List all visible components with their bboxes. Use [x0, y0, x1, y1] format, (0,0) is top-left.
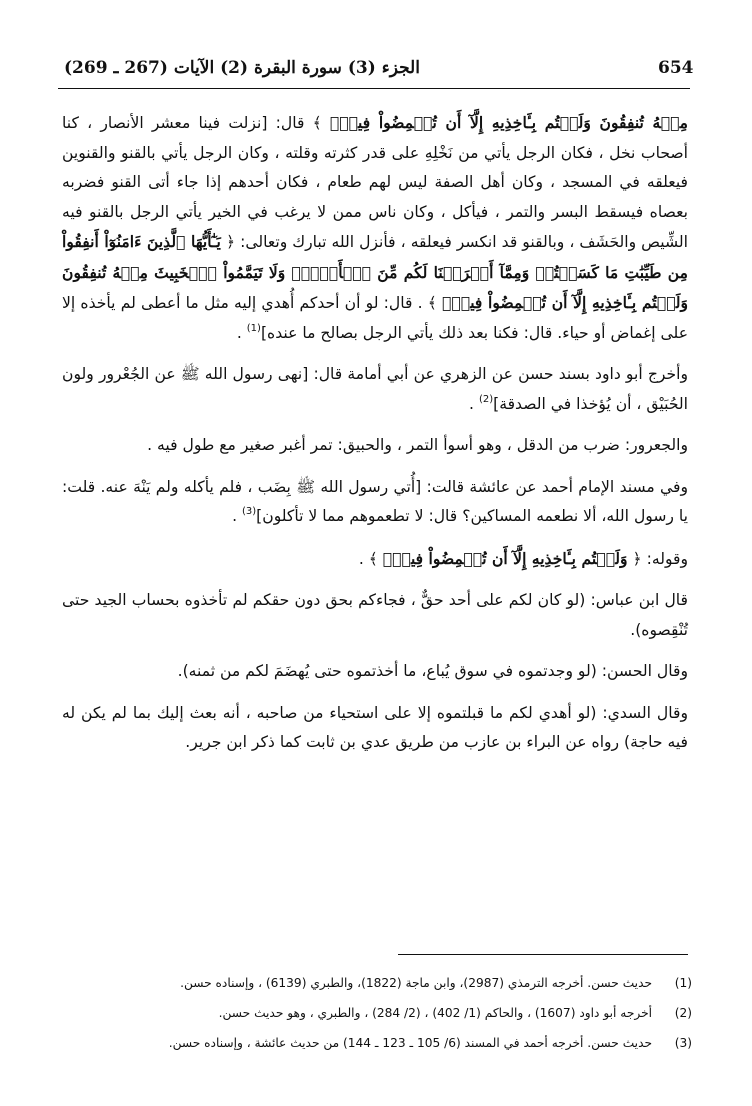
footnote-number: (1) — [674, 976, 692, 990]
footnote-number: (3) — [674, 1036, 692, 1050]
footnote-ref: (3) — [242, 506, 257, 517]
paragraph-1 — [62, 108, 688, 348]
paragraph-text: وقوله: ﴿ — [632, 549, 688, 568]
footnote-ref: (1) — [246, 322, 261, 334]
page-number: 654 — [658, 58, 694, 78]
footnote-text: حديث حسن. أخرجه الترمذي (2987)، وابن ماجة (1822)، والطبري (6139) ، وإسناده حسن. — [180, 976, 652, 990]
quran-verse: وَلَسۡتُم بِـَٔاخِذِيهِ إِلَّآ أَن تُغۡمِضُواْ فِيهِۚ — [382, 548, 628, 568]
footnote-number: (2) — [674, 1006, 692, 1020]
paragraph-2 — [62, 360, 688, 419]
footnote-3 — [62, 1032, 692, 1054]
quran-verse: يَـٰٓأَيُّهَا ٱلَّذِينَ ءَامَنُوٓاْ أَنفِقُواْ مِن طَيِّبَٰتِ مَا كَسَبۡتُمۡ وَمِمَّآ أَخۡرَجۡنَا لَكُم مِّنَ ٱلۡأَرۡضِۖ وَلَا تَيَمَّمُواْ ٱلۡخَبِيثَ مِنۡهُ تُنفِقُونَ وَلَسۡتُم بِـَٔاخِذِيهِ إِلَّآ أَن تُغۡمِضُواْ فِيهِۚ — [62, 232, 688, 312]
paragraph-8: وقال السدي: (لو أهدي لكم ما قبلتموه إلا على استحياء من صاحبه ، أنه بعث إليك بما لم يكن له فيه حاجة) رواه عن البراء بن عازب من طريق عدي بن ثابت كما ذكر ابن جرير. — [62, 703, 688, 751]
paragraph-6: قال ابن عباس: (لو كان لكم على أحد حقٌّ ، فجاءكم بحق دون حقكم لم تأخذوه بحساب الجيد حتى تُنْقِصوه). — [62, 591, 688, 639]
paragraph-4 — [62, 473, 688, 532]
paragraph-end: . — [232, 507, 238, 525]
paragraph-3: والجعرور: ضرب من الدقل ، وهو أسوأ التمر ، والحبيق: تمر أغبر صغير مع طول فيه . — [147, 436, 688, 454]
quran-verse: مِنۡهُ تُنفِقُونَ وَلَسۡتُم بِـَٔاخِذِيهِ إِلَّآ أَن تُغۡمِضُواْ فِيهِۚ — [329, 113, 688, 132]
paragraph-end: . — [469, 394, 474, 413]
main-text — [62, 108, 688, 758]
paragraph-text: ﴾ . قال: لو أن أحدكم أُهدي إليه مثل ما أعطى لم يأخذه إلا على إغماض أو حياء. قال: فكنا بعد ذلك يأتي الرجل بصالح ما عنده] — [62, 294, 688, 342]
paragraph-end: ﴾ . — [358, 549, 378, 568]
footnote-2 — [62, 1002, 692, 1024]
footnote-separator — [398, 954, 688, 955]
paragraph-end: . — [236, 323, 242, 342]
paragraph-5 — [62, 544, 688, 575]
paragraph-7: وقال الحسن: (لو وجدتموه في سوق يُباع، ما أخذتموه حتى يُهضَمَ لكم من ثمنه). — [177, 662, 688, 680]
footnote-1 — [62, 972, 692, 994]
footnote-text: أخرجه أبو داود (1607) ، والحاكم (1/ 402) ، (2/ 284) ، والطبري ، وهو حديث حسن. — [218, 1006, 652, 1020]
paragraph-text: ﴾ قال: [نزلت فينا معشر الأنصار ، كنا أصحاب نخل ، فكان الرجل يأتي من نَخْلِهِ على قدر كثرته وقلته ، وكان الرجل يأتي بالقنو والقنوين فيعلقه في المسجد ، وكان أهل الصفة ليس لهم طعام ، فكان أحدهم إذا جاء أتى القنو فضربه بعصاه فيسقط البسر والتمر ، فيأكل ، وكان ناس ممن لا يرغب في الخير يأتي الرجل بالقنو فيه الشِّيص والحَشَف ، وبالقنو قد انكسر فيعلقه ، فأنزل الله تبارك وتعالى: ﴿ — [62, 114, 688, 251]
footnote-ref: (2) — [478, 393, 494, 405]
paragraph-text: وفي مسند الإمام أحمد عن عائشة قالت: [أُتي رسول الله ﷺ بِضَب ، فلم يأكله ولم يَنْهَ عنه. قلت: يا رسول الله، ألا نطعمه المساكين؟ قال: لا تطعموهم مما لا تأكلون] — [62, 477, 688, 525]
header-rule — [58, 88, 690, 89]
paragraph-text: وأخرج أبو داود بسند حسن عن الزهري عن أبي أمامة قال: [نهى رسول الله ﷺ عن الجُعْرور ولون الحُبَيْق ، أن يُؤخذا في الصدقة] — [62, 365, 688, 413]
running-header — [58, 54, 694, 84]
chapter-title: الجزء (3) سورة البقرة (2) الآيات (267 ـ 269) — [64, 58, 420, 78]
footnote-text: حديث حسن. أخرجه أحمد في المسند (6/ 105 ـ 123 ـ 144) من حديث عائشة ، وإسناده حسن. — [168, 1036, 652, 1050]
